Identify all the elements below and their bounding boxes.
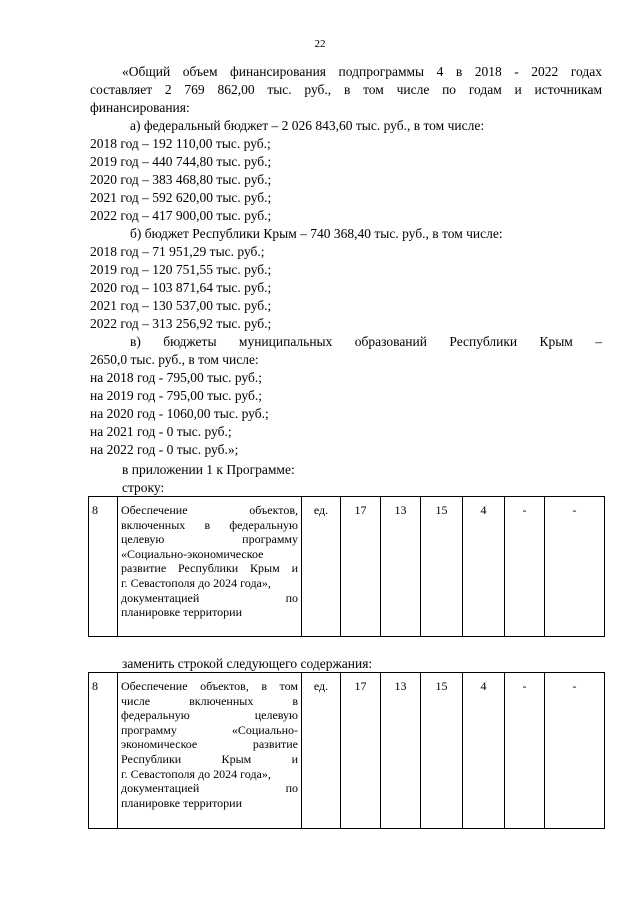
intro-line-1: «Общий объем финансирования подпрограммы 4 в 2018 - 2022 годах	[122, 64, 602, 79]
row-name-line: планировке территории	[121, 605, 243, 620]
row-cell: -	[545, 497, 605, 637]
federal-year: 2019 год – 440 744,80 тыс. руб.;	[90, 154, 272, 169]
page-number: 22	[314, 38, 326, 50]
municipal-heading: в) бюджеты муниципальных образований Республики Крым –	[130, 334, 602, 349]
row-label: строку:	[122, 480, 165, 495]
appendix-line: в приложении 1 к Программе:	[122, 462, 295, 477]
row-cell: -	[545, 673, 605, 829]
row-cell: 4	[463, 497, 505, 637]
row-name-line: программу «Социально-	[121, 722, 298, 737]
crimea-year: 2019 год – 120 751,55 тыс. руб.;	[90, 262, 272, 277]
federal-year: 2018 год – 192 110,00 тыс. руб.;	[90, 136, 271, 151]
row-cell: -	[505, 497, 545, 637]
row-unit: ед.	[302, 673, 341, 829]
crimea-year: 2018 год – 71 951,29 тыс. руб.;	[90, 244, 265, 259]
municipal-year: на 2021 год - 0 тыс. руб.;	[90, 424, 232, 439]
crimea-year: 2020 год – 103 871,64 тыс. руб.;	[90, 280, 272, 295]
row-name-line: целевую программу	[121, 532, 298, 547]
row-name	[118, 497, 302, 637]
municipal-year: на 2019 год - 795,00 тыс. руб.;	[90, 388, 262, 403]
row-cell: 13	[381, 497, 421, 637]
municipal-heading-cont: 2650,0 тыс. руб., в том числе:	[90, 352, 259, 367]
municipal-year: на 2018 год - 795,00 тыс. руб.;	[90, 370, 262, 385]
table-row	[89, 673, 605, 829]
federal-year: 2022 год – 417 900,00 тыс. руб.;	[90, 208, 272, 223]
crimea-heading: б) бюджет Республики Крым – 740 368,40 тыс. руб., в том числе:	[130, 226, 503, 241]
row-name-line: документацией по	[121, 781, 298, 796]
table-old-row	[88, 496, 605, 637]
replace-line: заменить строкой следующего содержания:	[122, 656, 373, 671]
row-name-line: включенных в федеральную	[121, 517, 298, 532]
row-name-line: развитие Республики Крым и	[121, 561, 298, 576]
row-unit: ед.	[302, 497, 341, 637]
row-cell: 17	[341, 497, 381, 637]
municipal-year: на 2020 год - 1060,00 тыс. руб.;	[90, 406, 269, 421]
row-cell: 4	[463, 673, 505, 829]
federal-heading: а) федеральный бюджет – 2 026 843,60 тыс. руб., в том числе:	[130, 118, 485, 133]
table-row	[89, 497, 605, 637]
row-name-line: числе включенных в	[121, 693, 298, 708]
row-name-line: г. Севастополя до 2024 года»,	[121, 766, 271, 781]
row-name-line: «Социально-экономическое	[121, 546, 264, 561]
federal-year: 2020 год – 383 468,80 тыс. руб.;	[90, 172, 272, 187]
row-name-line: Республики Крым и	[121, 751, 298, 766]
row-name-line: документацией по	[121, 590, 298, 605]
crimea-year: 2022 год – 313 256,92 тыс. руб.;	[90, 316, 272, 331]
federal-year: 2021 год – 592 620,00 тыс. руб.;	[90, 190, 272, 205]
row-cell: 15	[421, 673, 463, 829]
row-cell: 17	[341, 673, 381, 829]
intro-line-2: составляет 2 769 862,00 тыс. руб., в том числе по годам и источникам	[90, 82, 602, 97]
row-name-line: планировке территории	[121, 795, 243, 810]
intro-line-3: финансирования:	[90, 100, 190, 115]
row-name-line: Обеспечение объектов, в том	[121, 679, 298, 693]
row-name	[118, 673, 302, 829]
row-number: 8	[89, 673, 118, 829]
row-cell: 13	[381, 673, 421, 829]
row-cell: 15	[421, 497, 463, 637]
crimea-year: 2021 год – 130 537,00 тыс. руб.;	[90, 298, 272, 313]
row-name-line: г. Севастополя до 2024 года»,	[121, 575, 271, 590]
row-cell: -	[505, 673, 545, 829]
row-number: 8	[89, 497, 118, 637]
municipal-year: на 2022 год - 0 тыс. руб.»;	[90, 442, 239, 457]
row-name-line: федеральную целевую	[121, 708, 298, 723]
row-name-line: экономическое развитие	[121, 737, 298, 752]
row-name-line: Обеспечение объектов,	[121, 503, 298, 517]
table-new-row	[88, 672, 605, 829]
